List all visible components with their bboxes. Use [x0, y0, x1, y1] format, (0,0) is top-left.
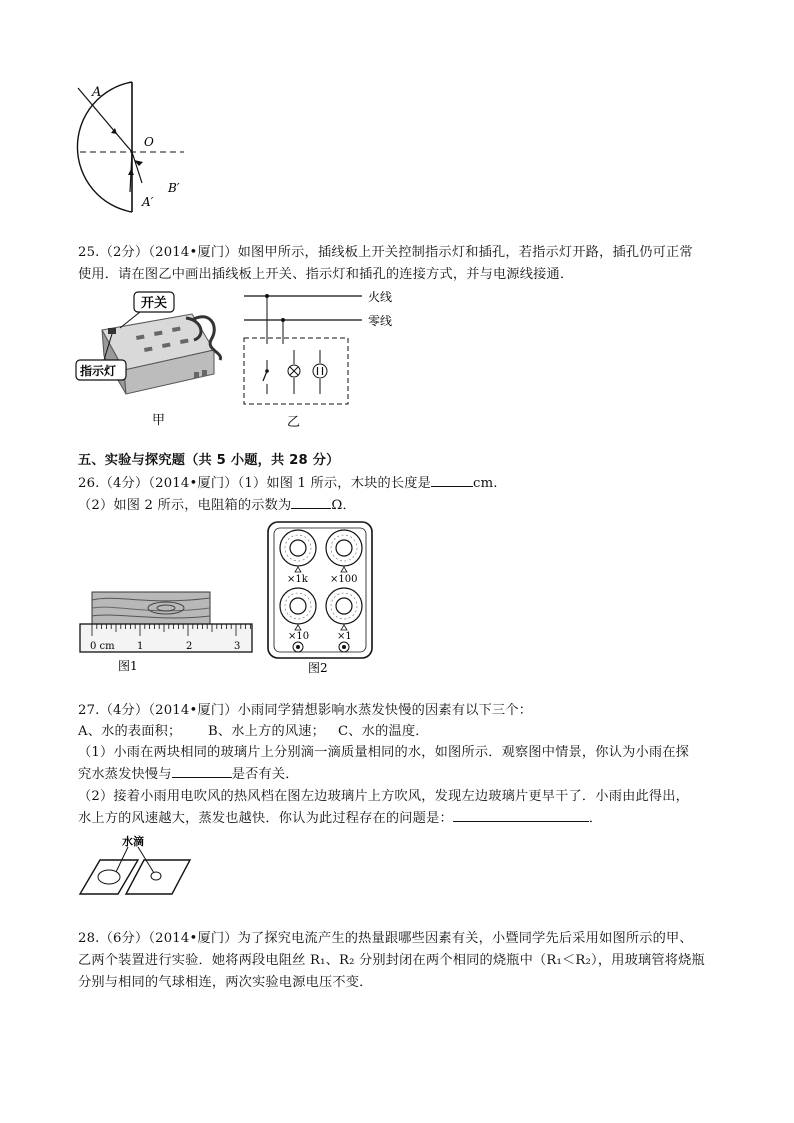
- q25-line2: 使用．请在图乙中画出插线板上开关、指示灯和插孔的连接方式，并与电源线接通．: [78, 267, 574, 282]
- q26-line2: [78, 496, 356, 515]
- q26-text-b: cm.: [473, 476, 498, 491]
- q27-option-c: C、水的温度．: [338, 724, 429, 739]
- q26-text-d: Ω．: [331, 498, 356, 513]
- q26-text-c: （2）如图 2 所示，电阻箱的示数为: [78, 498, 292, 513]
- caption-yi: 乙: [287, 415, 301, 430]
- multiplier-x1k: ×1k: [287, 574, 308, 585]
- ruler-tick-1: 1: [137, 641, 144, 652]
- q26-blank-2[interactable]: [291, 496, 331, 509]
- q27-text-b: 是否有关．: [231, 767, 299, 782]
- q27-option-b: B、水上方的风速；: [208, 724, 325, 739]
- q27-line6: [78, 809, 602, 828]
- q27-blank-1[interactable]: [172, 765, 232, 778]
- label-neutral-wire: 零线: [368, 314, 393, 328]
- ruler-tick-3: 3: [234, 641, 241, 652]
- q28-line1: 28.（6分）（2014•厦门）为了探究电流产生的热量跟哪些因素有关，小暨同学先后采用如图所示的甲、: [78, 931, 693, 946]
- label-live-wire: 火线: [368, 290, 393, 304]
- q27-line1: 27.（4分）（2014•厦门）小雨同学猜想影响水蒸发快慢的因素有以下三个：: [78, 703, 533, 718]
- q27-line4: [78, 765, 299, 784]
- caption-jia: 甲: [152, 413, 166, 428]
- ruler-tick-2: 2: [186, 641, 193, 652]
- label-indicator: 指示灯: [80, 364, 117, 378]
- q27-text-c: 水上方的风速越大，蒸发也越快．你认为此过程存在的问题是：: [78, 811, 453, 826]
- q27-options: [78, 723, 429, 741]
- section5-title: 五、实验与探究题（共 5 小题，共 28 分）: [78, 453, 340, 468]
- q26-text-a: 26.（4分）（2014•厦门）（1）如图 1 所示，木块的长度是: [78, 476, 432, 491]
- figure-semicircle-refraction: [70, 80, 200, 220]
- q27-text-a: 究水蒸发快慢与: [78, 767, 172, 782]
- q27-option-a: A、水的表面积；: [78, 724, 182, 739]
- label-b-prime: B′: [168, 181, 180, 195]
- multiplier-x10: ×10: [288, 631, 310, 642]
- q27-blank-2[interactable]: [453, 809, 589, 822]
- caption-fig2: 图2: [308, 661, 328, 675]
- q28-line2: 乙两个装置进行实验．她将两段电阻丝 R₁、R₂ 分别封闭在两个相同的烧瓶中（R₁＜R₂），用玻璃管将烧瓶: [78, 953, 705, 968]
- label-a: A: [92, 85, 102, 100]
- q27-line3: （1）小雨在两块相同的玻璃片上分别滴一滴质量相同的水，如图所示．观察图中情景，你认为小雨在探: [78, 745, 690, 760]
- multiplier-x1: ×1: [337, 631, 352, 642]
- label-o: O: [144, 135, 154, 149]
- figure-power-strip: [74, 290, 224, 430]
- label-water-drop: 水滴: [122, 835, 144, 848]
- figure-water-drops: [74, 834, 198, 900]
- caption-fig1: 图1: [118, 659, 138, 673]
- q27-text-d: ．: [588, 811, 603, 826]
- figure-ruler-wood: [78, 586, 258, 678]
- label-a-prime: A′: [142, 195, 154, 209]
- q28-line3: 分别与相同的气球相连，两次实验电源电压不变．: [78, 975, 373, 990]
- q26-line1: [78, 474, 498, 493]
- q25-line1: 25.（2分）（2014•厦门）如图甲所示，插线板上开关控制指示灯和插孔，若指示灯开路，插孔仍可正常: [78, 245, 693, 260]
- label-switch: 开关: [141, 296, 168, 311]
- q27-line5: （2）接着小雨用电吹风的热风档在图左边玻璃片上方吹风，发现左边玻璃片更早干了．小雨由此得出，: [78, 789, 690, 804]
- q26-blank-1[interactable]: [431, 474, 473, 487]
- ruler-tick-0: 0 cm: [90, 641, 115, 652]
- figure-resistance-box: [266, 520, 378, 676]
- figure-circuit: [236, 286, 406, 432]
- multiplier-x100: ×100: [330, 574, 358, 585]
